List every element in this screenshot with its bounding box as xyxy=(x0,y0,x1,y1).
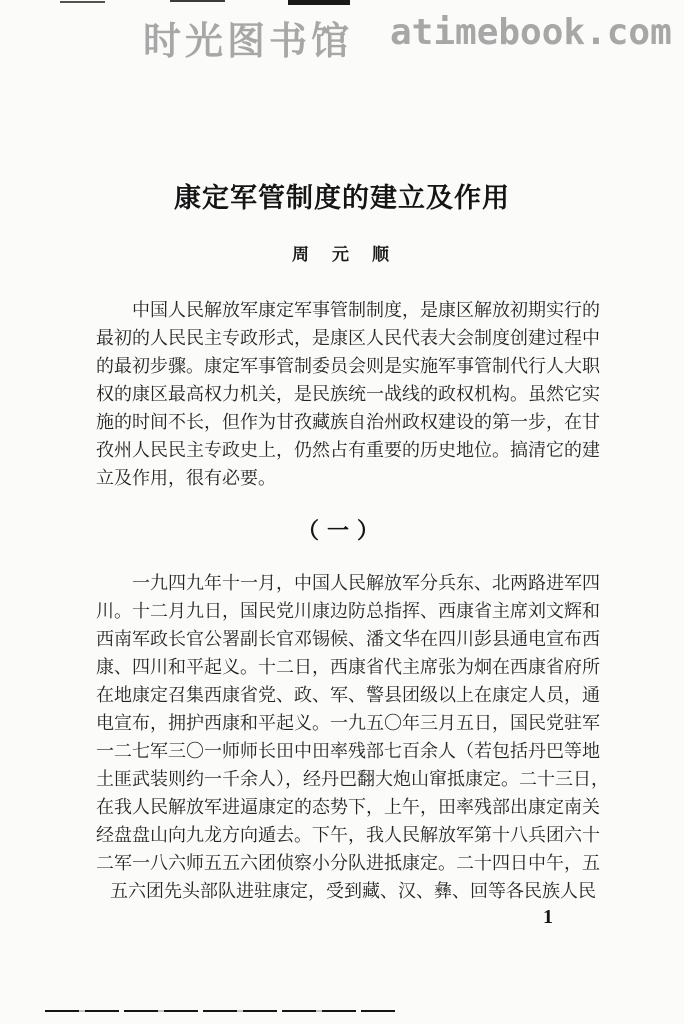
article-title: 康定军管制度的建立及作用 xyxy=(174,183,510,214)
text-line: 西南军政长官公署副长官邓锡候、潘文华在四川彭县通电宣布西 xyxy=(96,629,600,649)
text-line: 最初的人民民主专政形式，是康区人民代表大会制度创建过程中 xyxy=(96,328,600,348)
text-line: 一二七军三〇一师师长田中田率残部七百余人（若包括丹巴等地 xyxy=(96,741,600,761)
text-line: 一九四九年十一月，中国人民解放军分兵东、北两路进军四 xyxy=(132,573,600,593)
text-line: 在地康定召集西康省党、政、军、警县团级以上在康定人员，通 xyxy=(96,685,600,705)
text-line: 康、四川和平起义。十二日，西康省代主席张为炯在西康省府所 xyxy=(96,657,600,677)
watermark-library-name: 时光图书馆 xyxy=(143,19,354,63)
text-line: 土匪武装则约一千余人），经丹巴翻大炮山窜抵康定。二十三日， xyxy=(96,769,609,789)
text-line: 经盘盘山向九龙方向遁去。下午，我人民解放军第十八兵团六十 xyxy=(96,825,600,845)
text-line: 二军一八六师五五六团侦察小分队进抵康定。二十四日中午，五 xyxy=(96,853,600,873)
watermark-site-url: atimebook.com xyxy=(390,12,672,53)
text-line: 的最初步骤。康定军事管制委员会则是实施军事管制代行人大职 xyxy=(96,356,600,376)
article-author: 周 元 顺 xyxy=(292,245,392,264)
text-line: 中国人民解放军康定军事管制制度，是康区解放初期实行的 xyxy=(132,300,600,320)
scan-artifact-top-mark-1 xyxy=(60,1,105,3)
section-heading-one: （一） xyxy=(296,518,387,543)
text-line: 立及作用，很有必要。 xyxy=(96,468,276,488)
text-line: 五六团先头部队进驻康定，受到藏、汉、彝、回等各民族人民 xyxy=(110,881,596,901)
page-number: 1 xyxy=(543,906,553,928)
scan-artifact-top-mark-2 xyxy=(170,0,225,2)
text-line: 权的康区最高权力机关，是民族统一战线的政权机构。虽然它实 xyxy=(96,384,600,404)
text-line: 电宣布，拥护西康和平起义。一九五〇年三月五日，国民党驻军 xyxy=(96,713,600,733)
paragraph-1 xyxy=(96,296,600,492)
text-line: 川。十二月九日，国民党川康边防总指挥、西康省主席刘文辉和 xyxy=(96,601,600,621)
scan-artifact-top-mark-3 xyxy=(288,0,350,5)
scan-artifact-bottom-line xyxy=(45,1010,395,1012)
paragraph-2 xyxy=(96,569,609,905)
text-line: 孜州人民民主专政史上，仍然占有重要的历史地位。搞清它的建 xyxy=(96,440,600,460)
text-line: 施的时间不长，但作为甘孜藏族自治州政权建设的第一步，在甘 xyxy=(96,412,600,432)
text-line: 在我人民解放军进逼康定的态势下，上午，田率残部出康定南关 xyxy=(96,797,600,817)
